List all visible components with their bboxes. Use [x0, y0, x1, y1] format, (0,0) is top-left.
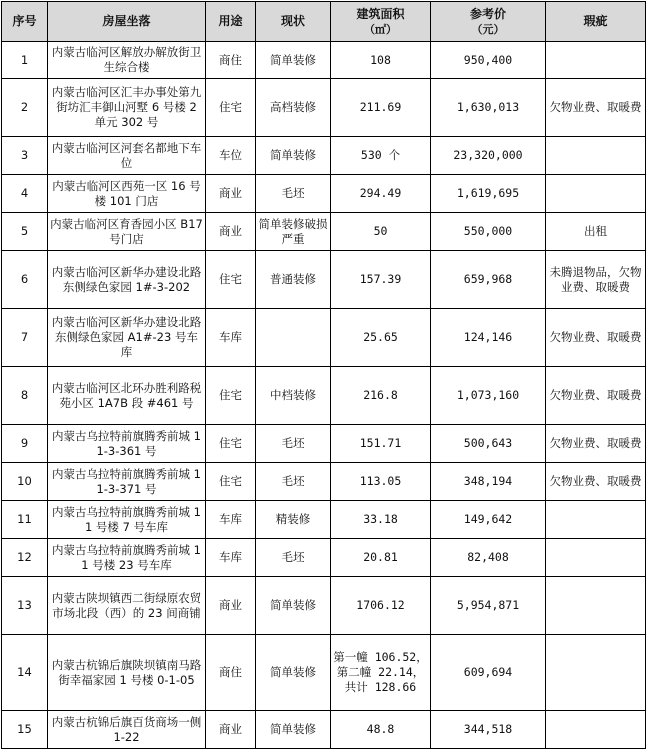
cell-no: 1	[2, 42, 48, 79]
cell-defect: 欠物业费、取暖费	[546, 425, 646, 463]
table-row	[2, 501, 646, 539]
cell-location: 内蒙古临河区河套名都地下车位	[48, 137, 206, 175]
cell-area: 108	[331, 42, 431, 79]
cell-use: 商住	[206, 42, 256, 79]
cell-use: 车库	[206, 501, 256, 539]
table-row	[2, 213, 646, 251]
cell-no: 6	[2, 251, 48, 309]
cell-price: 1,073,160	[431, 367, 546, 425]
header-use: 用途	[206, 2, 256, 42]
cell-no: 9	[2, 425, 48, 463]
cell-use: 住宅	[206, 463, 256, 501]
table-row	[2, 175, 646, 213]
table-row	[2, 367, 646, 425]
cell-no: 4	[2, 175, 48, 213]
cell-location: 内蒙古乌拉特前旗腾秀前城 11-3-361 号	[48, 425, 206, 463]
cell-status: 简单装修	[256, 42, 331, 79]
cell-no: 8	[2, 367, 48, 425]
cell-no: 15	[2, 711, 48, 749]
cell-area: 151.71	[331, 425, 431, 463]
cell-area: 1706.12	[331, 577, 431, 635]
cell-location: 内蒙古乌拉特前旗腾秀前城 11 号楼 23 号车库	[48, 539, 206, 577]
cell-area: 294.49	[331, 175, 431, 213]
cell-no: 13	[2, 577, 48, 635]
table-row	[2, 463, 646, 501]
cell-price: 5,954,871	[431, 577, 546, 635]
cell-price: 550,000	[431, 213, 546, 251]
header-no: 序号	[2, 2, 48, 42]
cell-defect	[546, 539, 646, 577]
cell-defect: 欠物业费、取暖费	[546, 367, 646, 425]
cell-location: 内蒙古临河区汇丰办事处第九街坊汇丰御山河墅 6 号楼 2 单元 302 号	[48, 79, 206, 137]
cell-status: 普通装修	[256, 251, 331, 309]
cell-use: 商业	[206, 711, 256, 749]
cell-area: 50	[331, 213, 431, 251]
table-row	[2, 577, 646, 635]
cell-area: 113.05	[331, 463, 431, 501]
cell-location: 内蒙古乌拉特前旗腾秀前城 11-3-371 号	[48, 463, 206, 501]
cell-area: 第一幢 106.52，第二幢 22.14，共计 128.66	[331, 635, 431, 711]
header-area-unit: （㎡）	[364, 22, 397, 36]
cell-price: 950,400	[431, 42, 546, 79]
table-body	[2, 42, 646, 749]
cell-location: 内蒙古杭锦后旗陕坝镇南马路街幸福家园 1 号楼 0-1-05	[48, 635, 206, 711]
cell-status: 毛坯	[256, 463, 331, 501]
cell-use: 住宅	[206, 367, 256, 425]
cell-location: 内蒙古临河区新华办建设北路东侧绿色家园 A1#-23 号车库	[48, 309, 206, 367]
cell-defect	[546, 635, 646, 711]
cell-status: 毛坯	[256, 175, 331, 213]
cell-use: 商业	[206, 175, 256, 213]
cell-defect	[546, 137, 646, 175]
header-price-unit: （元）	[471, 22, 505, 36]
table-row	[2, 711, 646, 749]
cell-use: 住宅	[206, 251, 256, 309]
cell-price: 659,968	[431, 251, 546, 309]
cell-area: 157.39	[331, 251, 431, 309]
header-area	[331, 2, 431, 42]
cell-area: 211.69	[331, 79, 431, 137]
cell-location: 内蒙古乌拉特前旗腾秀前城 11 号楼 7 号车库	[48, 501, 206, 539]
cell-defect	[546, 42, 646, 79]
header-price	[431, 2, 546, 42]
cell-use: 住宅	[206, 425, 256, 463]
cell-no: 5	[2, 213, 48, 251]
cell-location: 内蒙古杭锦后旗百货商场一侧 1-22	[48, 711, 206, 749]
cell-area: 48.8	[331, 711, 431, 749]
header-area-title: 建筑面积	[356, 6, 405, 21]
cell-price: 82,408	[431, 539, 546, 577]
cell-price: 1,619,695	[431, 175, 546, 213]
header-row	[2, 2, 646, 42]
cell-price: 500,643	[431, 425, 546, 463]
cell-status: 简单装修	[256, 635, 331, 711]
cell-no: 11	[2, 501, 48, 539]
cell-area: 33.18	[331, 501, 431, 539]
cell-status: 简单装修	[256, 137, 331, 175]
cell-price: 609,694	[431, 635, 546, 711]
cell-status: 简单装修破损严重	[256, 213, 331, 251]
cell-no: 14	[2, 635, 48, 711]
property-table	[1, 1, 646, 749]
cell-area: 20.81	[331, 539, 431, 577]
header-price-title: 参考价	[469, 6, 506, 21]
cell-status: 毛坯	[256, 425, 331, 463]
cell-price: 1,630,013	[431, 79, 546, 137]
table-row	[2, 309, 646, 367]
cell-use: 住宅	[206, 79, 256, 137]
cell-location: 内蒙古临河区解放办解放街卫生综合楼	[48, 42, 206, 79]
cell-status: 精装修	[256, 501, 331, 539]
cell-defect: 欠物业费、取暖费	[546, 309, 646, 367]
table-row	[2, 425, 646, 463]
cell-defect	[546, 711, 646, 749]
cell-status: 中档装修	[256, 367, 331, 425]
cell-use: 商住	[206, 635, 256, 711]
cell-status	[256, 309, 331, 367]
cell-use: 车位	[206, 137, 256, 175]
cell-defect: 出租	[546, 213, 646, 251]
cell-no: 12	[2, 539, 48, 577]
cell-status: 毛坯	[256, 539, 331, 577]
table-row	[2, 79, 646, 137]
cell-price: 149,642	[431, 501, 546, 539]
cell-location: 内蒙古临河区育香园小区 B17 号门店	[48, 213, 206, 251]
table-row	[2, 42, 646, 79]
cell-no: 3	[2, 137, 48, 175]
table-row	[2, 137, 646, 175]
cell-use: 商业	[206, 213, 256, 251]
cell-use: 车库	[206, 539, 256, 577]
cell-area: 530 个	[331, 137, 431, 175]
cell-use: 商业	[206, 577, 256, 635]
cell-area: 25.65	[331, 309, 431, 367]
cell-use: 车库	[206, 309, 256, 367]
cell-status: 高档装修	[256, 79, 331, 137]
cell-no: 7	[2, 309, 48, 367]
header-defect: 瑕疵	[546, 2, 646, 42]
cell-price: 124,146	[431, 309, 546, 367]
header-location: 房屋坐落	[48, 2, 206, 42]
cell-defect	[546, 501, 646, 539]
cell-defect	[546, 175, 646, 213]
cell-defect: 欠物业费、取暖费	[546, 463, 646, 501]
cell-location: 内蒙古陕坝镇西二街绿原农贸市场北段（西）的 23 间商铺	[48, 577, 206, 635]
cell-location: 内蒙古临河区新华办建设北路东侧绿色家园 1#-3-202	[48, 251, 206, 309]
cell-status: 简单装修	[256, 711, 331, 749]
cell-defect: 未腾退物品，欠物业费、取暖费	[546, 251, 646, 309]
cell-no: 10	[2, 463, 48, 501]
table-row	[2, 539, 646, 577]
table-row	[2, 251, 646, 309]
cell-defect: 欠物业费、取暖费	[546, 79, 646, 137]
cell-location: 内蒙古临河区北环办胜利路税苑小区 1A7B 段 #461 号	[48, 367, 206, 425]
cell-no: 2	[2, 79, 48, 137]
cell-location: 内蒙古临河区西苑一区 16 号楼 101 门店	[48, 175, 206, 213]
header-status: 现状	[256, 2, 331, 42]
cell-price: 23,320,000	[431, 137, 546, 175]
cell-price: 344,518	[431, 711, 546, 749]
cell-price: 348,194	[431, 463, 546, 501]
cell-status: 简单装修	[256, 577, 331, 635]
cell-area: 216.8	[331, 367, 431, 425]
cell-defect	[546, 577, 646, 635]
table-row	[2, 635, 646, 711]
